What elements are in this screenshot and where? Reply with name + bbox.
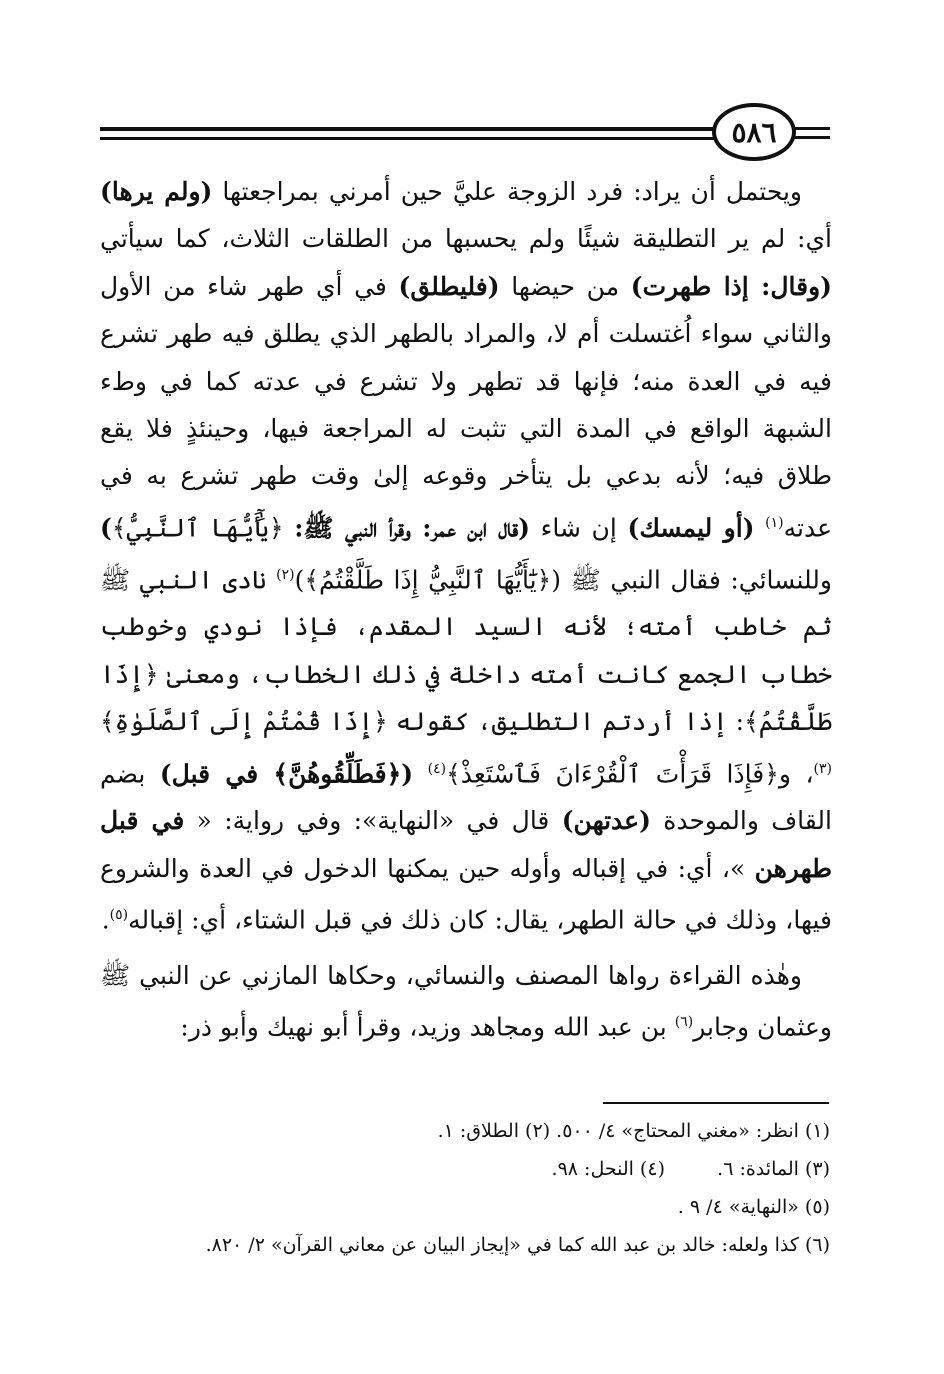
footnote-ref-3: (٣) xyxy=(813,760,832,777)
text-span: أي: لم ير التطليقة شيئًا ولم يحسبها من الطلقات الثلاث، كما سيأتي xyxy=(100,224,832,254)
footnote-line-3 xyxy=(100,1188,830,1226)
footnote-line-2 xyxy=(100,1150,830,1188)
footnote-ref-2: (٢) xyxy=(276,566,295,583)
footnotes xyxy=(100,1112,830,1264)
footnote-5: (٥) «النهاية» ٤/ ٩ . xyxy=(677,1196,830,1218)
header-tick-top xyxy=(790,127,830,130)
footnote-3: (٣) المائدة: ٦. xyxy=(717,1158,830,1180)
text-span: قال في «النهاية»: وفي رواية: « xyxy=(184,806,562,836)
footnote-ref-6: (٦) xyxy=(674,1014,694,1031)
text-span: ، و﴿فَإِذَا قَرَأْتَ ٱلْقُرْءَانَ فَٱسْتَعِذْ﴾ xyxy=(446,758,814,788)
text-span: وللنسائي: فقال النبي ﷺ (﴿يَٰٓأَيُّهَا ٱلنَّبِيُّ إِذَا طَلَّقْتُمُ﴾) xyxy=(294,564,832,594)
bold-span: (ولم يرها) xyxy=(100,177,213,206)
text-span: بن عبد الله ومجاهد وزيد، وقرأ أبو نهيك وأبو ذر: xyxy=(180,1012,675,1042)
bold-span: (أو ليمسك) xyxy=(627,513,755,543)
text-span: من حيضها xyxy=(499,271,631,301)
text-span: نادى النبي ﷺ ثم خاطب أمته؛ لأنه السيد المقدم، فإذا نودي وخوطب خطاب الجمع كانت أمته داخلة في ذلك الخطاب، ومعنىٰ ﴿إِذَا طَلَّقْتُمُ﴾: إذا أردتم التطليق، كقوله ﴿إِذَا قُمْتُمْ إِلَى ٱلصَّلَوٰةِ﴾ xyxy=(100,564,832,737)
footnote-divider xyxy=(603,1102,829,1104)
footnote-ref-4: (٤) xyxy=(427,760,447,777)
header-rule-bottom xyxy=(100,137,718,140)
text-span: وهٰذه القراءة رواها المصنف والنسائي، وحكاها المازني عن النبي ﷺ وعثمان وجابر xyxy=(100,960,832,1042)
header-rule-top xyxy=(100,127,718,131)
bold-span: (وقال: إذا طهرت) xyxy=(630,271,832,301)
quran-span: ﴿يَٰٓأَيُّهَا ٱلنَّبِيُّ﴾ xyxy=(111,513,295,543)
text-span xyxy=(755,513,766,542)
paragraph-1 xyxy=(100,168,832,944)
text-span: بضم القاف والموحدة xyxy=(100,758,832,836)
header-tick-bottom xyxy=(790,136,830,139)
page-header xyxy=(100,103,830,165)
main-text xyxy=(100,168,832,1051)
page-number: ٥٨٦ xyxy=(712,103,796,161)
footnote-ref-5: (٥) xyxy=(109,907,129,924)
bold-span: في قبل طهرهن xyxy=(100,806,832,883)
footnote-6: (٦) كذا ولعله: خالد بن عبد الله كما في «إيجاز البيان عن معاني القرآن» ٢/ ٨٢٠. xyxy=(205,1234,830,1256)
paragraph-2 xyxy=(100,952,832,1051)
text-span: في أي طهر شاء من الأول والثاني سواء اُغتسلت أم لا، والمراد بالطهر الذي يطلق فيه طهر تشرع فيه في العدة منه؛ فإنها قد تطهر ولا تشرع في عدته كما في وطء الشبهة الواقع في المدة التي تثبت له المراجعة فيها، وحينئذٍ فلا يقع طلاق فيه؛ لأنه بدعي بل يتأخر وقوعه إلىٰ وقت طهر تشرع به في عدته xyxy=(100,271,833,543)
text-span: . xyxy=(101,905,110,935)
text-span: ويحتمل أن يراد: فرد الزوجة عليَّ حين أمرني بمراجعتها xyxy=(212,177,802,206)
bold-span: (قال ابن عمر: وقرأ النبي ﷺ: xyxy=(294,513,531,543)
bold-span: (﴿فَطَلِّقُوهُنَّ﴾ في قبل) xyxy=(159,758,414,788)
footnote-ref-1: (١) xyxy=(765,514,784,531)
bold-span: ) xyxy=(100,513,112,543)
footnote-4: (٤) النحل: ٩٨. xyxy=(551,1158,665,1180)
footnote-1-2: (١) انظر: «مغني المحتاج» ٤/ ٥٠٠. (٢) الطلاق: ١. xyxy=(437,1120,830,1142)
bold-span: (عدتهن) xyxy=(561,806,651,836)
text-span xyxy=(413,759,428,788)
footnote-line-4 xyxy=(100,1226,830,1264)
footnote-line-1 xyxy=(100,1112,830,1150)
bold-span: (فليطلق) xyxy=(398,271,500,301)
text-span: إن شاء xyxy=(530,513,628,543)
text-span: »، أي: في إقباله وأوله حين يمكنها الدخول في العدة والشروع فيها، وذلك في حالة الطهر، يقال: كان ذلك في قبل الشتاء، أي: إقباله xyxy=(100,853,832,935)
